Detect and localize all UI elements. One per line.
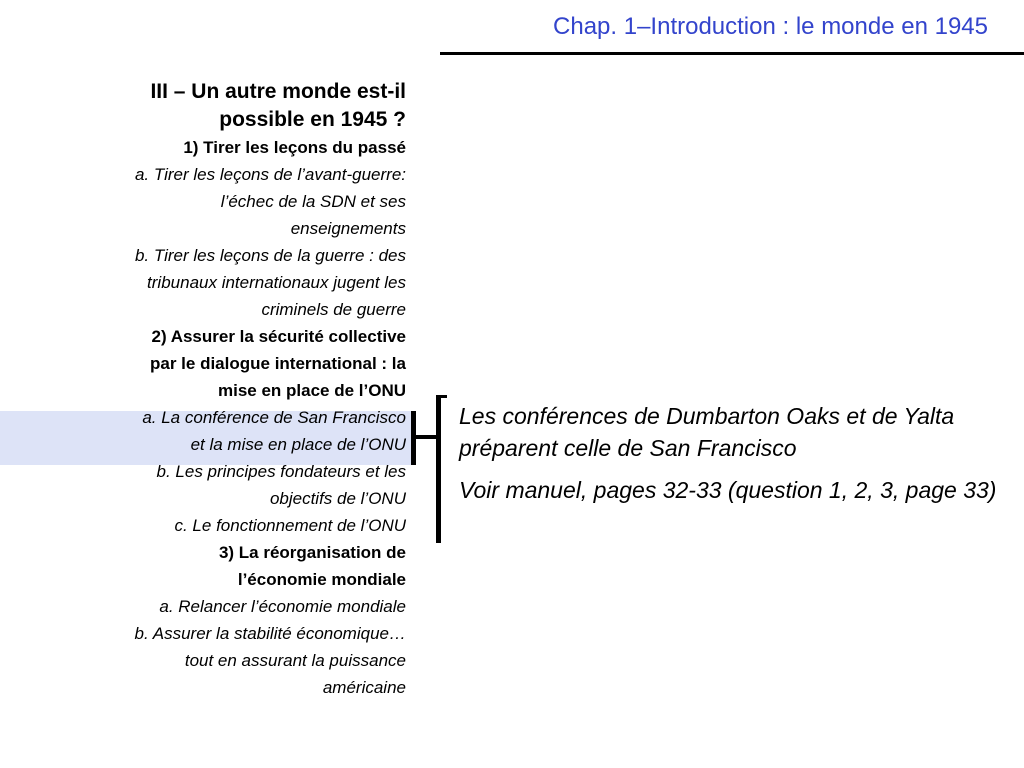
part-title-line-2: possible en 1945 ? xyxy=(219,108,406,131)
section-3-item-b-line-2: tout en assurant la puissance xyxy=(184,651,406,670)
bracket-connector-middle xyxy=(414,435,438,439)
notes-panel xyxy=(459,400,999,516)
section-3-item-a: a. Relancer l’économie mondiale xyxy=(159,597,406,616)
slide-title: Chap. 1–Introduction : le monde en 1945 xyxy=(553,13,988,40)
lesson-outline xyxy=(30,78,406,701)
title-underline xyxy=(440,52,1024,55)
section-1-item-a-line-2: l’échec de la SDN et ses xyxy=(220,192,406,211)
note-dumbarton-yalta: Les conférences de Dumbarton Oaks et de Yalta préparent celle de San Francisco xyxy=(459,403,955,461)
section-3-item-b-line-3: américaine xyxy=(322,678,406,697)
section-1-item-a-line-1: a. Tirer les leçons de l’avant-guerre: xyxy=(134,165,406,184)
section-2-title-line-1: 2) Assurer la sécurité collective xyxy=(151,327,406,346)
part-title-line-1: III – Un autre monde est-il xyxy=(150,80,406,103)
section-2-title-line-2: par le dialogue international : la xyxy=(150,354,406,373)
section-1-item-b-line-2: tribunaux internationaux jugent les xyxy=(147,273,406,292)
section-1-item-a-line-3: enseignements xyxy=(290,219,406,238)
note-manual-reference: Voir manuel, pages 32-33 (question 1, 2, 3, page 33) xyxy=(459,477,997,503)
section-2-title-line-3: mise en place de l’ONU xyxy=(217,381,406,400)
section-2-item-a-line-2: et la mise en place de l’ONU xyxy=(190,435,406,454)
section-1-title: 1) Tirer les leçons du passé xyxy=(183,138,406,157)
bracket-connector-top xyxy=(436,395,447,398)
section-2-item-c: c. Le fonctionnement de l’ONU xyxy=(174,516,406,535)
section-1-item-b-line-1: b. Tirer les leçons de la guerre : des xyxy=(134,246,406,265)
section-2-item-b-line-2: objectifs de l’ONU xyxy=(269,489,406,508)
section-3-item-b-line-1: b. Assurer la stabilité économique… xyxy=(134,624,406,643)
section-3-title-line-1: 3) La réorganisation de xyxy=(218,543,406,562)
bracket-connector-vertical xyxy=(436,395,441,543)
section-1-item-b-line-3: criminels de guerre xyxy=(261,300,406,319)
section-2-item-a-line-1: a. La conférence de San Francisco xyxy=(142,408,406,427)
section-2-item-b-line-1: b. Les principes fondateurs et les xyxy=(156,462,406,481)
section-3-title-line-2: l’économie mondiale xyxy=(237,570,406,589)
